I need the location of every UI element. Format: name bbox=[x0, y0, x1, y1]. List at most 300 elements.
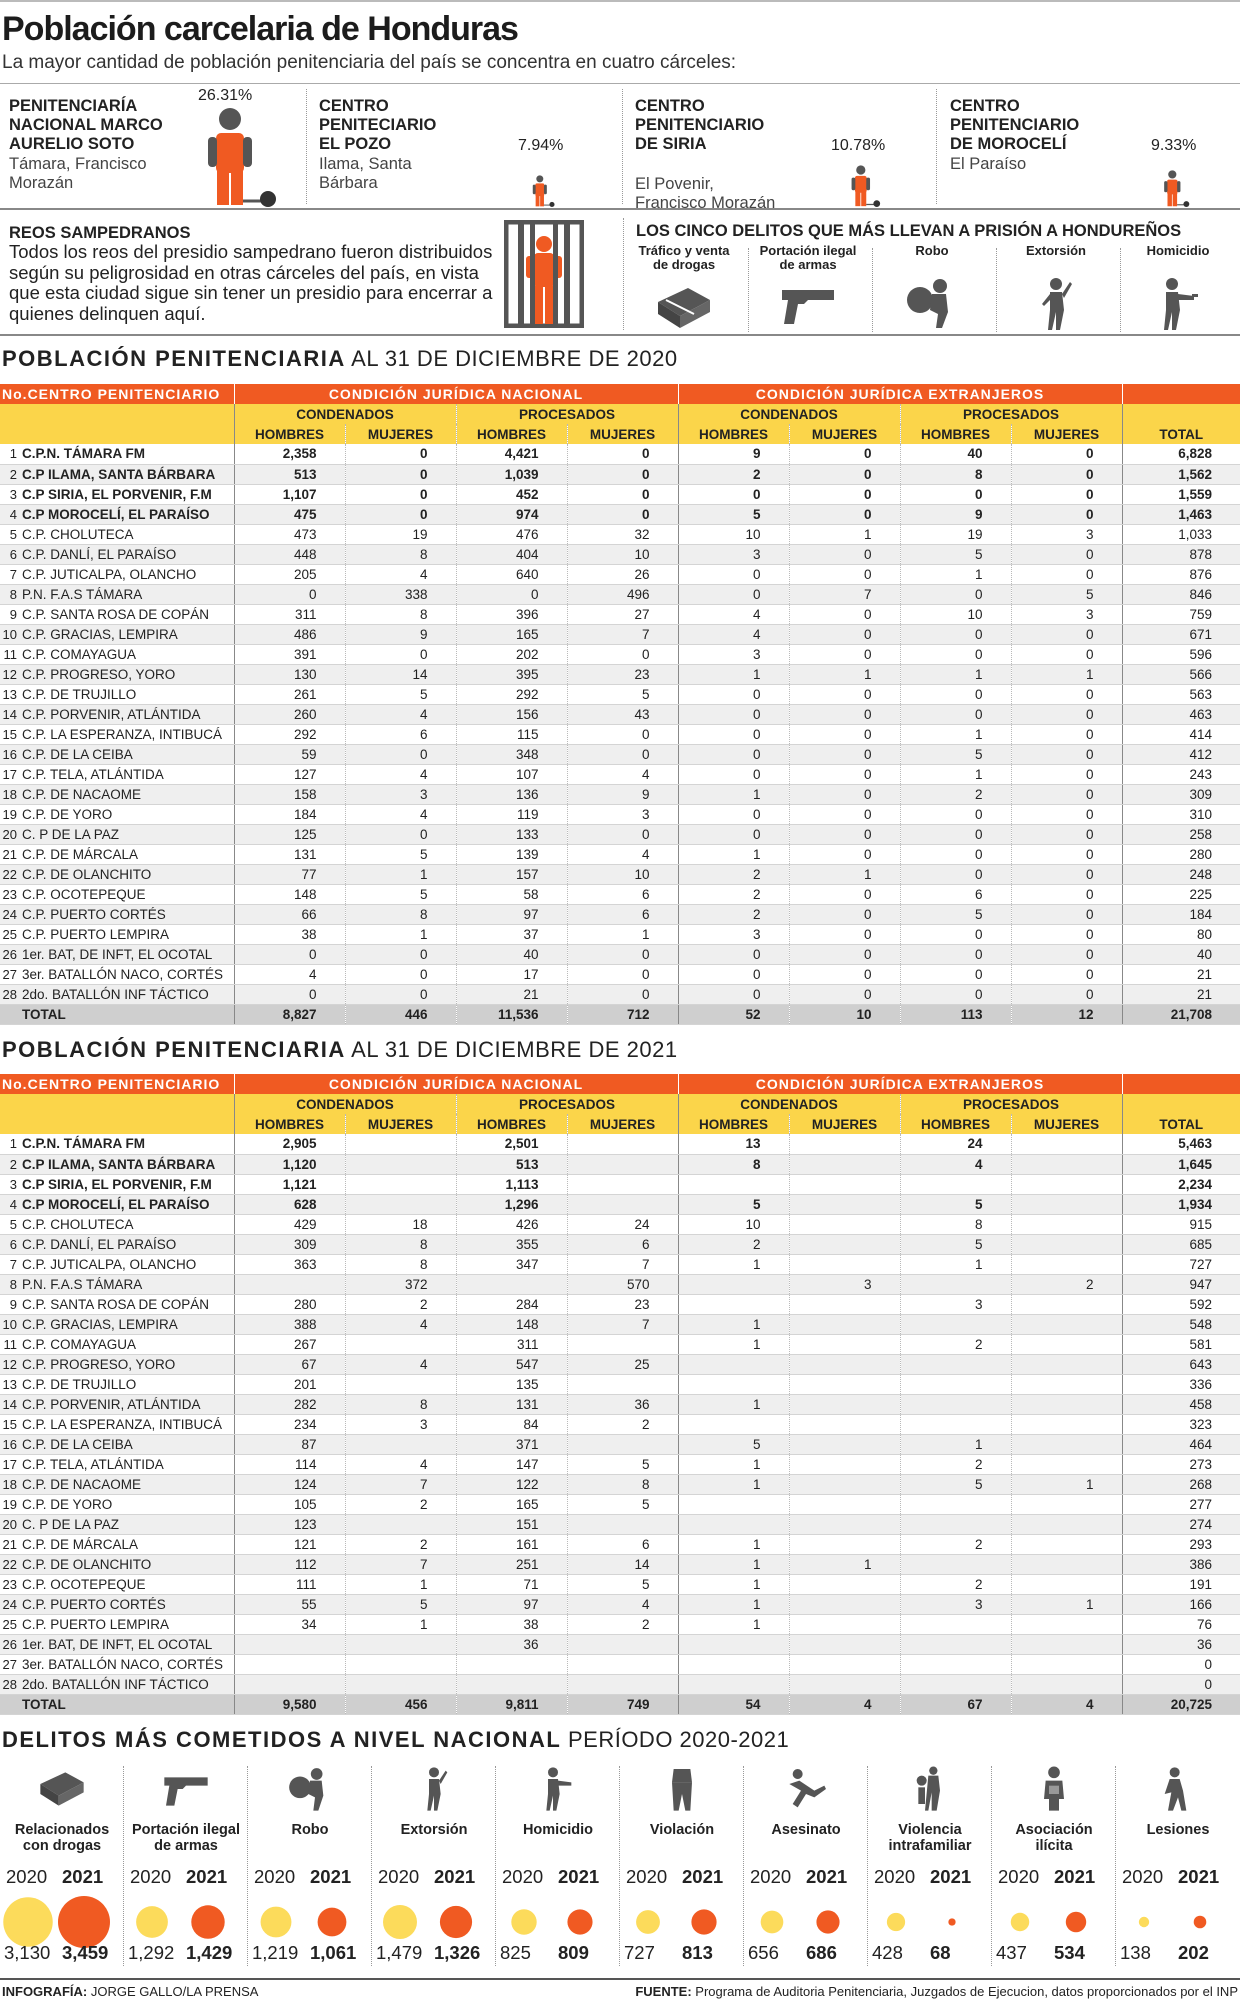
cell-value: 4 bbox=[900, 1154, 1011, 1174]
row-number: 16 bbox=[0, 1434, 22, 1454]
cell-value: 114 bbox=[234, 1454, 345, 1474]
cell-value: 158 bbox=[234, 784, 345, 804]
cell-value: 37 bbox=[456, 924, 567, 944]
crime-item bbox=[744, 1760, 868, 1970]
crime-item bbox=[124, 1760, 248, 1970]
cell-value: 426 bbox=[456, 1214, 567, 1234]
cell-value: 947 bbox=[1122, 1274, 1240, 1294]
cell-value bbox=[789, 1434, 900, 1454]
cell-value: 2 bbox=[678, 864, 789, 884]
centro-name: 1er. BAT, DE INFT, EL OCOTAL bbox=[22, 944, 234, 964]
drug-package-icon bbox=[37, 1764, 87, 1814]
centro-name: C.P. PORVENIR, ATLÁNTIDA bbox=[22, 704, 234, 724]
year-2020-label: 2020 bbox=[1122, 1866, 1164, 1887]
cell-value: 9 bbox=[678, 444, 789, 464]
cell-value: 115 bbox=[456, 724, 567, 744]
value-2021: 1,429 bbox=[186, 1942, 233, 1963]
cell-value: 273 bbox=[1122, 1454, 1240, 1474]
cell-value: 123 bbox=[234, 1514, 345, 1534]
col-header-hombres: HOMBRES bbox=[456, 424, 567, 444]
col-header-mujeres: MUJERES bbox=[789, 424, 900, 444]
row-number: 3 bbox=[0, 1174, 22, 1194]
cell-value: 1 bbox=[678, 844, 789, 864]
cell-value: 131 bbox=[456, 1394, 567, 1414]
table-row bbox=[0, 884, 1240, 904]
value-2021: 68 bbox=[930, 1942, 951, 1963]
row-number: 11 bbox=[0, 644, 22, 664]
cell-value: 5 bbox=[900, 544, 1011, 564]
cell-value: 8 bbox=[678, 1154, 789, 1174]
table-row bbox=[0, 1234, 1240, 1254]
row-number: 16 bbox=[0, 744, 22, 764]
total-label: TOTAL bbox=[22, 1694, 234, 1714]
cell-value: 1 bbox=[789, 664, 900, 684]
cell-value bbox=[1011, 1634, 1122, 1654]
cell-value bbox=[678, 1294, 789, 1314]
cell-value bbox=[789, 1314, 900, 1334]
cell-value: 32 bbox=[567, 524, 678, 544]
cell-value: 0 bbox=[1011, 764, 1122, 784]
prison-name: PENITENCIARÍA NACIONAL MARCO AURELIO SOTO bbox=[9, 97, 163, 153]
total-row bbox=[0, 1694, 1240, 1714]
cell-value bbox=[345, 1514, 456, 1534]
table-row bbox=[0, 864, 1240, 884]
centro-name: C.P. DANLÍ, EL PARAÍSO bbox=[22, 1234, 234, 1254]
prison-percent: 9.33% bbox=[1151, 137, 1197, 154]
crime-name: Portación ilegal de armas bbox=[132, 1822, 240, 1854]
cell-value: 0 bbox=[567, 464, 678, 484]
table-row bbox=[0, 764, 1240, 784]
cell-value: 3 bbox=[1011, 524, 1122, 544]
crime-name: Robo bbox=[291, 1822, 329, 1838]
cell-value bbox=[789, 1214, 900, 1234]
col-header-condenados: CONDENADOS bbox=[678, 1094, 900, 1114]
cell-value: 2 bbox=[678, 884, 789, 904]
cell-value: 1,645 bbox=[1122, 1154, 1240, 1174]
prison-card-tamara bbox=[0, 85, 305, 210]
cell-value: 1 bbox=[678, 1254, 789, 1274]
cell-value: 251 bbox=[456, 1554, 567, 1574]
cell-value bbox=[567, 1634, 678, 1654]
cell-value: 121 bbox=[234, 1534, 345, 1554]
cell-value: 157 bbox=[456, 864, 567, 884]
value-2021: 809 bbox=[558, 1942, 589, 1963]
row-number: 23 bbox=[0, 1574, 22, 1594]
cell-value: 2 bbox=[900, 1534, 1011, 1554]
bubble-2020 bbox=[761, 1911, 784, 1934]
centro-name: C.P. CHOLUTECA bbox=[22, 524, 234, 544]
cell-value: 0 bbox=[1011, 964, 1122, 984]
cell-value: 563 bbox=[1122, 684, 1240, 704]
table-row bbox=[0, 664, 1240, 684]
col-header-condenados: CONDENADOS bbox=[678, 404, 900, 424]
cell-value: 371 bbox=[456, 1434, 567, 1454]
cell-value: 148 bbox=[234, 884, 345, 904]
year-2021-label: 2021 bbox=[62, 1866, 104, 1887]
cell-value: 274 bbox=[1122, 1514, 1240, 1534]
cell-value: 0 bbox=[900, 864, 1011, 884]
cell-value: 2,501 bbox=[456, 1134, 567, 1154]
cell-value: 476 bbox=[456, 524, 567, 544]
value-2020: 825 bbox=[500, 1942, 531, 1963]
row-number: 27 bbox=[0, 964, 22, 984]
cell-value: 0 bbox=[345, 464, 456, 484]
crime-item bbox=[1116, 1760, 1240, 1970]
cell-value bbox=[789, 1594, 900, 1614]
cell-value: 0 bbox=[789, 804, 900, 824]
col-header-mujeres: MUJERES bbox=[567, 1114, 678, 1134]
cell-value: 0 bbox=[789, 984, 900, 1004]
cell-value: 3 bbox=[678, 644, 789, 664]
row-number: 22 bbox=[0, 1554, 22, 1574]
col-header-empty bbox=[1122, 384, 1240, 404]
cell-value: 548 bbox=[1122, 1314, 1240, 1334]
prison-name: CENTRO PENITENCIARIO DE MOROCELÍ bbox=[950, 97, 1080, 153]
crime-name: Homicidio bbox=[522, 1822, 594, 1838]
centro-name: C. P DE LA PAZ bbox=[22, 824, 234, 844]
cell-value: 0 bbox=[900, 644, 1011, 664]
cell-value: 284 bbox=[456, 1294, 567, 1314]
cell-value: 0 bbox=[1011, 844, 1122, 864]
row-number: 11 bbox=[0, 1334, 22, 1354]
cell-value: 311 bbox=[456, 1334, 567, 1354]
cell-value bbox=[678, 1514, 789, 1534]
row-number: 17 bbox=[0, 1454, 22, 1474]
table-row bbox=[0, 1674, 1240, 1694]
row-number: 27 bbox=[0, 1654, 22, 1674]
cell-value bbox=[345, 1174, 456, 1194]
cell-value: 14 bbox=[567, 1554, 678, 1574]
value-2020: 428 bbox=[872, 1942, 903, 1963]
cell-value: 1 bbox=[345, 864, 456, 884]
cell-value: 0 bbox=[789, 764, 900, 784]
cell-value: 1 bbox=[678, 1394, 789, 1414]
cell-value: 1 bbox=[678, 784, 789, 804]
cell-value: 671 bbox=[1122, 624, 1240, 644]
row-number: 8 bbox=[0, 1274, 22, 1294]
cell-value: 1,562 bbox=[1122, 464, 1240, 484]
centro-name: C.P. SANTA ROSA DE COPÁN bbox=[22, 1294, 234, 1314]
top-prisons bbox=[0, 85, 1240, 210]
cell-value: 0 bbox=[678, 584, 789, 604]
cell-value: 4 bbox=[678, 624, 789, 644]
cell-value: 40 bbox=[1122, 944, 1240, 964]
cell-value: 846 bbox=[1122, 584, 1240, 604]
cell-value bbox=[567, 1434, 678, 1454]
centro-name: C.P. DE NACAOME bbox=[22, 784, 234, 804]
cell-value: 513 bbox=[456, 1154, 567, 1174]
cell-value: 261 bbox=[234, 684, 345, 704]
centro-name: C.P. OCOTEPEQUE bbox=[22, 1574, 234, 1594]
cell-value: 0 bbox=[678, 984, 789, 1004]
col-header-mujeres: MUJERES bbox=[1011, 424, 1122, 444]
cell-value bbox=[900, 1314, 1011, 1334]
cell-value: 311 bbox=[234, 604, 345, 624]
total-value: 712 bbox=[567, 1004, 678, 1024]
cell-value: 3 bbox=[678, 544, 789, 564]
robber-icon bbox=[285, 1764, 335, 1814]
cell-value: 0 bbox=[789, 884, 900, 904]
year-2020-label: 2020 bbox=[502, 1866, 544, 1887]
table-row bbox=[0, 484, 1240, 504]
prison-name: CENTRO PENITENCIARIO DE SIRIA bbox=[635, 97, 765, 153]
year-2021-label: 2021 bbox=[558, 1866, 600, 1887]
cell-value: 2 bbox=[345, 1294, 456, 1314]
total-value: 113 bbox=[900, 1004, 1011, 1024]
total-value: 52 bbox=[678, 1004, 789, 1024]
cell-value bbox=[345, 1134, 456, 1154]
cell-value: 148 bbox=[456, 1314, 567, 1334]
cell-value bbox=[900, 1674, 1011, 1694]
prison-card-el-pozo bbox=[310, 85, 615, 210]
cell-value: 0 bbox=[1122, 1654, 1240, 1674]
divider bbox=[936, 89, 937, 204]
cell-value bbox=[1011, 1434, 1122, 1454]
cell-value: 119 bbox=[456, 804, 567, 824]
cell-value bbox=[789, 1374, 900, 1394]
cell-value bbox=[1011, 1414, 1122, 1434]
cell-value: 0 bbox=[345, 644, 456, 664]
cell-value: 0 bbox=[345, 504, 456, 524]
centro-name: C.P. OCOTEPEQUE bbox=[22, 884, 234, 904]
cell-value: 513 bbox=[234, 464, 345, 484]
cell-value: 151 bbox=[456, 1514, 567, 1534]
table-row bbox=[0, 1654, 1240, 1674]
cell-value: 429 bbox=[234, 1214, 345, 1234]
cell-value: 0 bbox=[1011, 804, 1122, 824]
cell-value: 0 bbox=[900, 924, 1011, 944]
cell-value: 310 bbox=[1122, 804, 1240, 824]
col-header-mujeres: MUJERES bbox=[567, 424, 678, 444]
cell-value bbox=[1011, 1154, 1122, 1174]
table-row bbox=[0, 804, 1240, 824]
cell-value: 19 bbox=[900, 524, 1011, 544]
cell-value: 1 bbox=[900, 1254, 1011, 1274]
table-row bbox=[0, 904, 1240, 924]
cell-value: 0 bbox=[234, 984, 345, 1004]
cell-value: 5 bbox=[900, 1474, 1011, 1494]
cell-value bbox=[789, 1294, 900, 1314]
cell-value: 2 bbox=[900, 1454, 1011, 1474]
cell-value: 225 bbox=[1122, 884, 1240, 904]
cell-value: 5 bbox=[345, 884, 456, 904]
row-number: 18 bbox=[0, 784, 22, 804]
cell-value: 496 bbox=[567, 584, 678, 604]
cell-value: 3 bbox=[345, 1414, 456, 1434]
cell-value bbox=[678, 1674, 789, 1694]
cell-value: 10 bbox=[567, 544, 678, 564]
cell-value: 0 bbox=[567, 744, 678, 764]
centro-name: C. P DE LA PAZ bbox=[22, 1514, 234, 1534]
table-row bbox=[0, 624, 1240, 644]
cell-value bbox=[789, 1234, 900, 1254]
cell-value bbox=[789, 1534, 900, 1554]
crime-item bbox=[620, 1760, 744, 1970]
prison-location: Ilama, Santa Bárbara bbox=[319, 155, 412, 192]
cell-value: 7 bbox=[345, 1474, 456, 1494]
cell-value: 0 bbox=[678, 684, 789, 704]
crime-item bbox=[992, 1760, 1116, 1970]
pistol-icon bbox=[161, 1764, 211, 1814]
row-number: 20 bbox=[0, 824, 22, 844]
cell-value: 0 bbox=[789, 564, 900, 584]
cell-value: 97 bbox=[456, 904, 567, 924]
cell-value: 76 bbox=[1122, 1614, 1240, 1634]
divider bbox=[622, 89, 623, 204]
cell-value: 0 bbox=[1011, 744, 1122, 764]
col-header-centro: No.CENTRO PENITENCIARIO bbox=[0, 384, 234, 404]
cell-value: 23 bbox=[567, 1294, 678, 1314]
cell-value: 0 bbox=[678, 804, 789, 824]
cell-value: 1 bbox=[345, 924, 456, 944]
cinco-item-label: Portación ilegal de armas bbox=[759, 243, 857, 272]
cell-value: 8 bbox=[345, 1394, 456, 1414]
value-2021: 1,061 bbox=[310, 1942, 357, 1963]
cell-value: 3 bbox=[900, 1294, 1011, 1314]
cell-value bbox=[789, 1474, 900, 1494]
cell-value: 40 bbox=[900, 444, 1011, 464]
cell-value bbox=[567, 1374, 678, 1394]
prisoner-icon bbox=[848, 165, 882, 207]
col-header-hombres: HOMBRES bbox=[234, 1114, 345, 1134]
cell-value: 59 bbox=[234, 744, 345, 764]
cell-value: 292 bbox=[456, 684, 567, 704]
cell-value bbox=[1011, 1574, 1122, 1594]
cell-value bbox=[900, 1614, 1011, 1634]
table-row bbox=[0, 544, 1240, 564]
credit: INFOGRAFÍA: JORGE GALLO/LA PRENSA bbox=[2, 1984, 259, 1999]
row-number: 10 bbox=[0, 624, 22, 644]
cell-value: 414 bbox=[1122, 724, 1240, 744]
cell-value: 1,033 bbox=[1122, 524, 1240, 544]
bubble-2021 bbox=[1066, 1912, 1086, 1932]
cell-value bbox=[1011, 1234, 1122, 1254]
year-2021-label: 2021 bbox=[806, 1866, 848, 1887]
cell-value: 0 bbox=[900, 804, 1011, 824]
cell-value: 5 bbox=[567, 1454, 678, 1474]
prison-percent: 7.94% bbox=[518, 137, 564, 154]
cell-value: 97 bbox=[456, 1594, 567, 1614]
cell-value: 21 bbox=[1122, 964, 1240, 984]
hooded-figure-icon bbox=[657, 1764, 707, 1814]
col-header-extranjeros: CONDICIÓN JURÍDICA EXTRANJEROS bbox=[678, 1074, 1122, 1094]
total-value bbox=[0, 1694, 22, 1714]
cell-value: 309 bbox=[234, 1234, 345, 1254]
cell-value bbox=[900, 1374, 1011, 1394]
cell-value: 10 bbox=[678, 524, 789, 544]
cell-value: 464 bbox=[1122, 1434, 1240, 1454]
cell-value: 309 bbox=[1122, 784, 1240, 804]
cell-value: 643 bbox=[1122, 1354, 1240, 1374]
cell-value: 0 bbox=[1011, 444, 1122, 464]
centro-name: C.P MOROCELÍ, EL PARAÍSO bbox=[22, 504, 234, 524]
table-row bbox=[0, 564, 1240, 584]
cell-value bbox=[345, 1374, 456, 1394]
centro-name: C.P. COMAYAGUA bbox=[22, 644, 234, 664]
cinco-item-homicidio bbox=[1118, 244, 1238, 333]
table-row bbox=[0, 704, 1240, 724]
cell-value: 727 bbox=[1122, 1254, 1240, 1274]
cell-value: 486 bbox=[234, 624, 345, 644]
row-number: 12 bbox=[0, 664, 22, 684]
value-2020: 3,130 bbox=[4, 1942, 51, 1963]
centro-name: C.P. TELA, ATLÁNTIDA bbox=[22, 1454, 234, 1474]
row-number: 2 bbox=[0, 464, 22, 484]
cell-value: 5 bbox=[900, 1194, 1011, 1214]
col-header-condenados: CONDENADOS bbox=[234, 404, 456, 424]
cell-value: 1 bbox=[900, 764, 1011, 784]
value-2020: 437 bbox=[996, 1942, 1027, 1963]
cell-value: 5 bbox=[678, 1434, 789, 1454]
bubble-2020 bbox=[383, 1905, 417, 1939]
bubble-2021 bbox=[948, 1918, 955, 1925]
cell-value: 3 bbox=[789, 1274, 900, 1294]
cell-value: 1 bbox=[678, 1574, 789, 1594]
cell-value: 347 bbox=[456, 1254, 567, 1274]
cell-value: 124 bbox=[234, 1474, 345, 1494]
cell-value: 19 bbox=[345, 524, 456, 544]
cell-value: 404 bbox=[456, 544, 567, 564]
table-row bbox=[0, 1254, 1240, 1274]
table-row bbox=[0, 1554, 1240, 1574]
cell-value: 0 bbox=[345, 944, 456, 964]
centro-name: 3er. BATALLÓN NACO, CORTÉS bbox=[22, 1654, 234, 1674]
cell-value bbox=[456, 1654, 567, 1674]
prisoner-icon bbox=[1161, 170, 1191, 207]
cell-value: 105 bbox=[234, 1494, 345, 1514]
year-2021-label: 2021 bbox=[682, 1866, 724, 1887]
table-row bbox=[0, 464, 1240, 484]
cell-value: 14 bbox=[345, 664, 456, 684]
table-row bbox=[0, 524, 1240, 544]
value-2021: 202 bbox=[1178, 1942, 1209, 1963]
cell-value: 878 bbox=[1122, 544, 1240, 564]
cell-value: 2 bbox=[900, 1334, 1011, 1354]
cell-value bbox=[345, 1194, 456, 1214]
cell-value: 1 bbox=[1011, 1474, 1122, 1494]
bubble-2020 bbox=[1139, 1917, 1149, 1927]
centro-name: C.P. GRACIAS, LEMPIRA bbox=[22, 1314, 234, 1334]
crimes-comparison bbox=[0, 1760, 1240, 1970]
cell-value: 0 bbox=[678, 744, 789, 764]
cell-value: 292 bbox=[234, 724, 345, 744]
cell-value: 0 bbox=[789, 644, 900, 664]
prison-location: El Povenir, Francisco Morazán bbox=[635, 175, 776, 212]
cell-value bbox=[789, 1194, 900, 1214]
cell-value: 36 bbox=[1122, 1634, 1240, 1654]
cell-value: 1 bbox=[900, 1434, 1011, 1454]
cell-value: 1 bbox=[678, 1594, 789, 1614]
cell-value: 3 bbox=[567, 804, 678, 824]
cell-value: 34 bbox=[234, 1614, 345, 1634]
prisoner-icon bbox=[200, 107, 280, 207]
centro-name: 2do. BATALLÓN INF TÁCTICO bbox=[22, 1674, 234, 1694]
cinco-delitos-title: LOS CINCO DELITOS QUE MÁS LLEVAN A PRISIÓN A HONDUREÑOS bbox=[636, 222, 1182, 240]
bubble-2020 bbox=[511, 1909, 536, 1934]
cell-value: 581 bbox=[1122, 1334, 1240, 1354]
cell-value: 205 bbox=[234, 564, 345, 584]
cell-value: 5 bbox=[900, 1234, 1011, 1254]
cell-value bbox=[1011, 1514, 1122, 1534]
cell-value bbox=[789, 1174, 900, 1194]
cell-value: 628 bbox=[234, 1194, 345, 1214]
cell-value bbox=[456, 1274, 567, 1294]
cell-value bbox=[345, 1654, 456, 1674]
cell-value: 0 bbox=[1011, 864, 1122, 884]
cell-value: 0 bbox=[789, 684, 900, 704]
cell-value bbox=[1011, 1334, 1122, 1354]
cell-value: 0 bbox=[234, 944, 345, 964]
